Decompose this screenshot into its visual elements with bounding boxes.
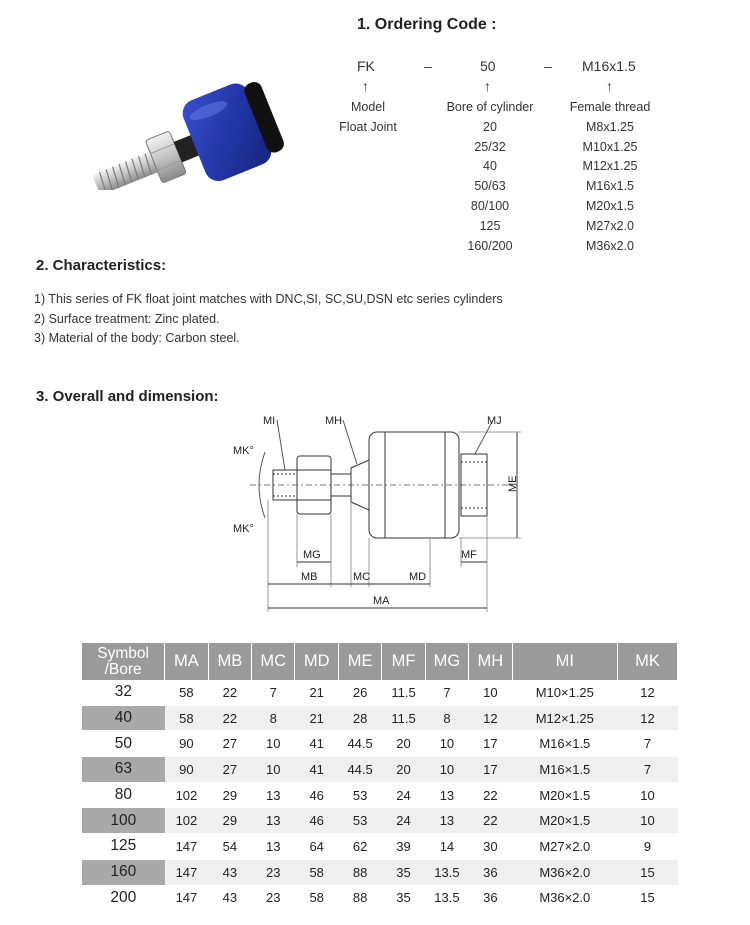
- table-cell: 11.5: [382, 705, 425, 731]
- table-cell: 29: [208, 808, 251, 834]
- table-cell: 64: [295, 834, 338, 860]
- code-model: FK: [357, 58, 375, 74]
- thread-value: M12x1.25: [582, 159, 638, 174]
- table-cell: 58: [295, 885, 338, 911]
- table-cell: 15: [618, 859, 678, 885]
- label-mk-top: MK°: [233, 445, 254, 457]
- table-cell: 7: [252, 680, 295, 705]
- arrow-up-icon: ↑: [484, 78, 491, 94]
- table-cell: 90: [165, 757, 208, 783]
- table-cell: 22: [469, 808, 512, 834]
- table-cell: 58: [165, 680, 208, 705]
- model-column: [328, 98, 408, 138]
- cell-bore: 50: [82, 731, 165, 757]
- header-mk: MK: [618, 643, 678, 680]
- table-row: [82, 859, 678, 885]
- characteristics-title: 2. Characteristics:: [36, 257, 167, 274]
- table-cell: 26: [338, 680, 381, 705]
- table-cell: M12×1.25: [512, 705, 617, 731]
- table-cell: 35: [382, 885, 425, 911]
- label-mi: MI: [263, 415, 276, 427]
- table-cell: 7: [618, 757, 678, 783]
- table-cell: 58: [165, 705, 208, 731]
- table-cell: 36: [469, 859, 512, 885]
- table-cell: 8: [252, 705, 295, 731]
- table-row: [82, 885, 678, 911]
- table-cell: 22: [469, 782, 512, 808]
- code-dash-2: –: [544, 58, 552, 74]
- table-cell: 11.5: [382, 680, 425, 705]
- table-cell: 102: [165, 808, 208, 834]
- dimension-drawing: [225, 412, 525, 617]
- header-symbol-bore: [82, 643, 165, 680]
- table-cell: 9: [618, 834, 678, 860]
- label-mj: MJ: [487, 415, 502, 427]
- table-cell: 10: [425, 731, 468, 757]
- cell-bore: 40: [82, 705, 165, 731]
- table-cell: 43: [208, 859, 251, 885]
- table-cell: 41: [295, 731, 338, 757]
- table-cell: 13: [252, 782, 295, 808]
- thread-value: M16x1.5: [586, 179, 634, 194]
- table-cell: 35: [382, 859, 425, 885]
- table-row: [82, 680, 678, 705]
- table-cell: 54: [208, 834, 251, 860]
- arrow-up-icon: ↑: [362, 78, 369, 94]
- table-row: [82, 782, 678, 808]
- table-cell: 13: [252, 808, 295, 834]
- bore-value: 125: [479, 218, 501, 233]
- thread-value: M10x1.25: [582, 139, 638, 154]
- label-mk-bottom: MK°: [233, 523, 254, 535]
- bore-value: 20: [483, 119, 497, 134]
- bore-value: 50/63: [474, 179, 506, 194]
- bore-value: 40: [483, 159, 497, 174]
- table-cell: 30: [469, 834, 512, 860]
- table-cell: M20×1.5: [512, 782, 617, 808]
- table-cell: 36: [469, 885, 512, 911]
- table-cell: 13: [252, 834, 295, 860]
- table-cell: M36×2.0: [512, 885, 617, 911]
- header-mi: MI: [512, 643, 617, 680]
- table-cell: 12: [618, 680, 678, 705]
- cell-bore: 160: [82, 859, 165, 885]
- table-cell: 46: [295, 808, 338, 834]
- table-cell: 15: [618, 885, 678, 911]
- table-cell: M16×1.5: [512, 757, 617, 783]
- table-cell: 23: [252, 859, 295, 885]
- label-mh: MH: [325, 415, 343, 427]
- table-cell: 7: [425, 680, 468, 705]
- cell-bore: 63: [82, 757, 165, 783]
- table-cell: 147: [165, 885, 208, 911]
- dimension-title: 3. Overall and dimension:: [36, 388, 219, 405]
- code-dash-1: –: [424, 58, 432, 74]
- header-mb: MB: [208, 643, 251, 680]
- header-symbol: Symbol: [97, 644, 149, 662]
- table-cell: M20×1.5: [512, 808, 617, 834]
- table-cell: 27: [208, 731, 251, 757]
- table-cell: 20: [382, 757, 425, 783]
- float-joint-photo: [70, 40, 285, 190]
- table-cell: 12: [618, 705, 678, 731]
- table-cell: 10: [618, 782, 678, 808]
- table-cell: 88: [338, 885, 381, 911]
- table-cell: 17: [469, 731, 512, 757]
- thread-value: M20x1.5: [586, 198, 634, 213]
- table-cell: 44.5: [338, 731, 381, 757]
- table-cell: 24: [382, 782, 425, 808]
- label-ma: MA: [373, 595, 390, 607]
- table-cell: 58: [295, 859, 338, 885]
- characteristic-line: 2) Surface treatment: Zinc plated.: [34, 311, 220, 326]
- table-row: [82, 705, 678, 731]
- table-cell: 90: [165, 731, 208, 757]
- characteristic-line: 3) Material of the body: Carbon steel.: [34, 331, 240, 346]
- table-cell: 46: [295, 782, 338, 808]
- header-mf: MF: [382, 643, 425, 680]
- header-md: MD: [295, 643, 338, 680]
- bore-value: 160/200: [467, 238, 513, 253]
- model-label: Model: [350, 100, 386, 114]
- table-cell: 17: [469, 757, 512, 783]
- table-cell: 88: [338, 859, 381, 885]
- thread-value: M8x1.25: [586, 119, 634, 134]
- table-cell: 14: [425, 834, 468, 860]
- table-cell: 10: [425, 757, 468, 783]
- table-cell: 7: [618, 731, 678, 757]
- table-cell: 21: [295, 705, 338, 731]
- header-bore: /Bore: [104, 660, 142, 678]
- table-row: [82, 731, 678, 757]
- label-me: ME: [507, 475, 519, 492]
- table-cell: 62: [338, 834, 381, 860]
- table-cell: 22: [208, 680, 251, 705]
- table-cell: 41: [295, 757, 338, 783]
- header-mh: MH: [469, 643, 512, 680]
- thread-value: M27x2.0: [586, 218, 634, 233]
- label-mg: MG: [303, 549, 321, 561]
- table-cell: 27: [208, 757, 251, 783]
- model-value: Float Joint: [339, 119, 397, 134]
- table-cell: 22: [208, 705, 251, 731]
- bore-value: 80/100: [470, 198, 510, 213]
- table-cell: 43: [208, 885, 251, 911]
- ordering-code-title: 1. Ordering Code :: [357, 16, 497, 33]
- header-mc: MC: [252, 643, 295, 680]
- thread-value: M36x2.0: [586, 238, 634, 253]
- cell-bore: 100: [82, 808, 165, 834]
- table-row: [82, 757, 678, 783]
- cell-bore: 32: [82, 680, 165, 705]
- table-cell: 44.5: [338, 757, 381, 783]
- cell-bore: 125: [82, 834, 165, 860]
- table-cell: 12: [469, 705, 512, 731]
- table-cell: 23: [252, 885, 295, 911]
- table-cell: 13.5: [425, 885, 468, 911]
- code-bore: 50: [480, 58, 496, 74]
- characteristic-line: 1) This series of FK float joint matches with DNC,SI, SC,SU,DSN etc series cylinders: [34, 292, 503, 306]
- bore-label: Bore of cylinder: [446, 100, 534, 114]
- table-cell: 53: [338, 808, 381, 834]
- table-cell: 13.5: [425, 859, 468, 885]
- table-cell: 147: [165, 859, 208, 885]
- label-mf: MF: [461, 549, 477, 561]
- arrow-up-icon: ↑: [606, 78, 613, 94]
- cell-bore: 80: [82, 782, 165, 808]
- table-cell: 10: [252, 757, 295, 783]
- table-cell: 13: [425, 808, 468, 834]
- table-cell: 8: [425, 705, 468, 731]
- header-me: ME: [338, 643, 381, 680]
- table-cell: 39: [382, 834, 425, 860]
- thread-label: Female thread: [569, 100, 651, 114]
- bore-column: [438, 98, 542, 256]
- table-cell: 28: [338, 705, 381, 731]
- thread-column: [560, 98, 660, 256]
- dimension-table: [82, 643, 678, 911]
- code-thread: M16x1.5: [582, 58, 636, 74]
- table-row: [82, 834, 678, 860]
- table-cell: 147: [165, 834, 208, 860]
- table-cell: 10: [618, 808, 678, 834]
- header-ma: MA: [165, 643, 208, 680]
- table-cell: M27×2.0: [512, 834, 617, 860]
- table-cell: 53: [338, 782, 381, 808]
- table-cell: 29: [208, 782, 251, 808]
- table-cell: 21: [295, 680, 338, 705]
- cell-bore: 200: [82, 885, 165, 911]
- table-cell: 13: [425, 782, 468, 808]
- table-header-row: [82, 643, 678, 680]
- table-cell: 102: [165, 782, 208, 808]
- table-cell: M16×1.5: [512, 731, 617, 757]
- table-cell: 20: [382, 731, 425, 757]
- table-cell: 10: [469, 680, 512, 705]
- label-mb: MB: [301, 571, 318, 583]
- characteristics-list: [34, 290, 503, 349]
- table-row: [82, 808, 678, 834]
- label-mc: MC: [353, 571, 371, 583]
- bore-value: 25/32: [474, 139, 506, 154]
- header-mg: MG: [425, 643, 468, 680]
- label-md: MD: [409, 571, 427, 583]
- table-cell: M36×2.0: [512, 859, 617, 885]
- table-cell: M10×1.25: [512, 680, 617, 705]
- table-cell: 10: [252, 731, 295, 757]
- table-cell: 24: [382, 808, 425, 834]
